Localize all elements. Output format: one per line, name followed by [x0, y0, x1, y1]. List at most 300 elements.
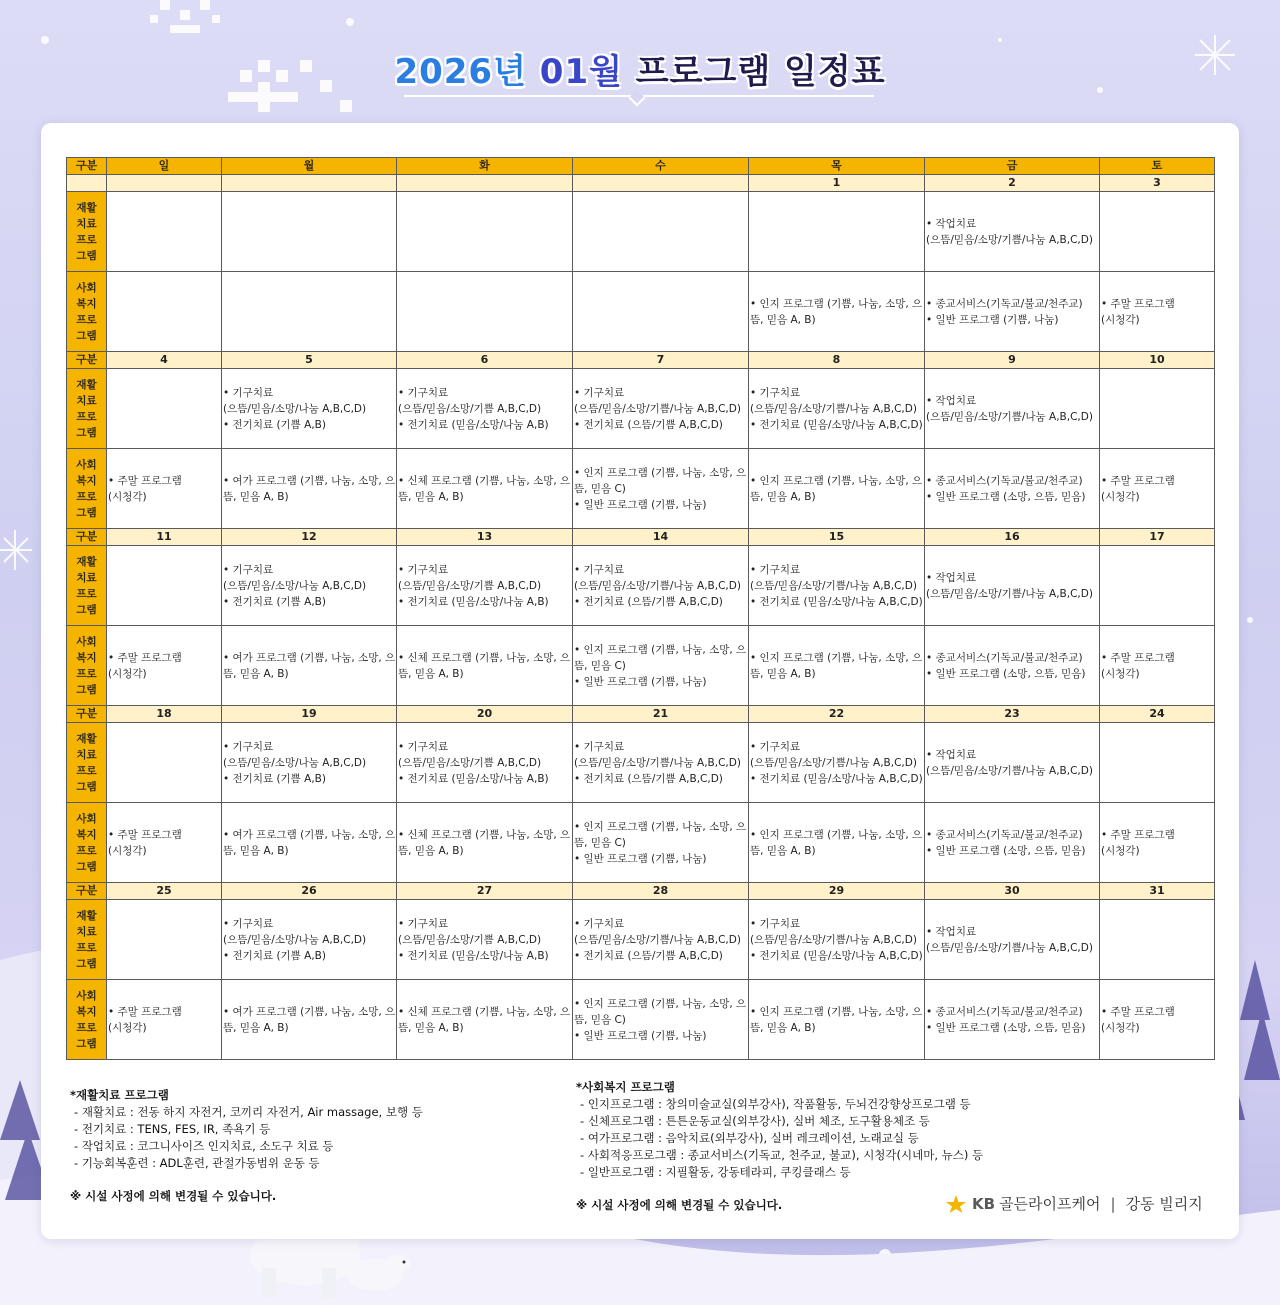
program-line: • 신체 프로그램 (기쁨, 나눔, 소망, 으	[398, 474, 571, 487]
rehab-cell-wed	[573, 192, 749, 272]
program-line: 뜸, 믿음 C)	[574, 659, 626, 672]
rehab-cell-sat	[1100, 723, 1215, 803]
program-line: 뜸, 믿음 C)	[574, 1013, 626, 1026]
category-label-line: 프로	[76, 764, 97, 777]
category-label-line: 프로	[76, 844, 97, 857]
category-label-line: 프로	[76, 587, 97, 600]
program-line: (으뜸/믿음/소망/기쁨 A,B,C,D)	[398, 579, 542, 592]
social-category-label	[67, 803, 107, 883]
program-line: • 여가 프로그램 (기쁨, 나눔, 소망, 으	[223, 1005, 396, 1018]
category-label-line: 그램	[76, 1037, 97, 1050]
social-cell-mon	[222, 980, 397, 1060]
social-cell-thu	[749, 980, 925, 1060]
category-label-line: 사회	[76, 812, 97, 825]
header-day-tue: 화	[397, 158, 573, 175]
program-line: 뜸, 믿음 A, B)	[223, 844, 289, 857]
date-cell-sun: 4	[107, 352, 222, 369]
category-label-line: 재활	[76, 201, 97, 214]
rehab-cell-thu	[749, 192, 925, 272]
date-cell-mon: 5	[222, 352, 397, 369]
rehab-cell-mon	[222, 192, 397, 272]
program-line: (으뜸/믿음/소망/기쁨/나눔 A,B,C,D)	[574, 756, 741, 769]
category-label-line: 치료	[76, 394, 97, 407]
program-line: • 일반 프로그램 (기쁨, 나눔)	[926, 313, 1059, 326]
rehab-cell-wed	[573, 546, 749, 626]
social-cell-wed	[573, 272, 749, 352]
category-label-line: 사회	[76, 635, 97, 648]
rehab-cell-mon	[222, 369, 397, 449]
date-cell-tue: 13	[397, 529, 573, 546]
social-cell-sat	[1100, 449, 1215, 529]
program-line: (으뜸/믿음/소망/기쁨/나눔 A,B,C,D)	[750, 933, 917, 946]
social-cell-sat	[1100, 803, 1215, 883]
header-day-wed: 수	[573, 158, 749, 175]
social-note-item: - 여가프로그램 : 음악치료(외부강사), 실버 레크레이션, 노래교실 등	[576, 1130, 983, 1147]
category-label-line: 프로	[76, 1021, 97, 1034]
program-line: • 인지 프로그램 (기쁨, 나눔, 소망, 으	[574, 466, 747, 479]
rehab-note-item: - 기능회복훈련 : ADL훈련, 관절가동범위 운동 등	[70, 1155, 423, 1172]
category-label-line: 그램	[76, 603, 97, 616]
program-line: • 기구치료	[750, 563, 801, 576]
social-cell-wed	[573, 980, 749, 1060]
program-line: • 작업치료	[926, 217, 977, 230]
program-line: • 기구치료	[398, 386, 449, 399]
social-cell-thu	[749, 803, 925, 883]
social-cell-sun	[107, 626, 222, 706]
category-label-line: 사회	[76, 458, 97, 471]
rehab-note-item: - 전기치료 : TENS, FES, IR, 족욕기 등	[70, 1121, 423, 1138]
category-label-line: 그램	[76, 860, 97, 873]
program-line: • 기구치료	[223, 563, 274, 576]
program-line: (시청각)	[1101, 844, 1140, 857]
rehab-cell-sun	[107, 192, 222, 272]
program-line: • 일반 프로그램 (기쁨, 나눔)	[574, 1029, 707, 1042]
program-line: • 전기치료 (으뜸/기쁨 A,B,C,D)	[574, 772, 723, 785]
category-label-line: 치료	[76, 217, 97, 230]
rehab-cell-sat	[1100, 546, 1215, 626]
social-cell-fri	[925, 980, 1100, 1060]
date-row-category	[67, 175, 107, 192]
rehab-cell-fri	[925, 192, 1100, 272]
schedule-body	[67, 158, 1215, 1060]
rehab-category-label	[67, 900, 107, 980]
social-footnote: ※ 시설 사정에 의해 변경될 수 있습니다.	[576, 1198, 783, 1212]
date-row	[67, 175, 1215, 192]
date-row-category: 구분	[67, 529, 107, 546]
program-line: • 인지 프로그램 (기쁨, 나눔, 소망, 으	[574, 997, 747, 1010]
title-rest: 프로그램 일정표	[635, 52, 886, 92]
social-cell-sun	[107, 272, 222, 352]
program-line: (으뜸/믿음/소망/나눔 A,B,C,D)	[223, 579, 367, 592]
program-line: • 기구치료	[750, 917, 801, 930]
category-label-line: 프로	[76, 941, 97, 954]
program-line: • 일반 프로그램 (소망, 으뜸, 믿음)	[926, 490, 1086, 503]
program-line: • 신체 프로그램 (기쁨, 나눔, 소망, 으	[398, 651, 571, 664]
rehab-category-label	[67, 369, 107, 449]
category-label-line: 프로	[76, 667, 97, 680]
rehab-category-label	[67, 723, 107, 803]
program-line: • 전기치료 (기쁨 A,B)	[223, 949, 326, 962]
social-notes-heading: *사회복지 프로그램	[576, 1080, 675, 1094]
category-label-line: 재활	[76, 555, 97, 568]
program-line: • 일반 프로그램 (기쁨, 나눔)	[574, 498, 707, 511]
rehab-cell-thu	[749, 369, 925, 449]
program-line: • 종교서비스(기독교/불교/천주교)	[926, 297, 1083, 310]
rehab-notes	[70, 1087, 423, 1172]
rehab-notes-heading: *재활치료 프로그램	[70, 1088, 169, 1102]
program-line: • 작업치료	[926, 571, 977, 584]
program-line: 뜸, 믿음 A, B)	[750, 313, 816, 326]
rehab-program-row	[67, 369, 1215, 449]
category-label-line: 프로	[76, 410, 97, 423]
program-line: • 일반 프로그램 (소망, 으뜸, 믿음)	[926, 1021, 1086, 1034]
program-line: • 주말 프로그램	[1101, 474, 1175, 487]
program-line: (으뜸/믿음/소망/나눔 A,B,C,D)	[223, 402, 367, 415]
rehab-cell-wed	[573, 369, 749, 449]
rehab-program-row	[67, 723, 1215, 803]
program-line: • 종교서비스(기독교/불교/천주교)	[926, 474, 1083, 487]
program-line: • 종교서비스(기독교/불교/천주교)	[926, 828, 1083, 841]
date-cell-tue: 20	[397, 706, 573, 723]
program-line: • 작업치료	[926, 394, 977, 407]
program-line: (시청각)	[108, 667, 147, 680]
program-line: (시청각)	[1101, 313, 1140, 326]
date-cell-wed: 28	[573, 883, 749, 900]
rehab-cell-fri	[925, 369, 1100, 449]
date-cell-fri: 30	[925, 883, 1100, 900]
program-line: • 전기치료 (믿음/소망/나눔 A,B,C,D)	[750, 772, 923, 785]
social-note-item: - 신체프로그램 : 튼튼운동교실(외부강사), 실버 체조, 도구활용체조 등	[576, 1113, 983, 1130]
social-cell-sat	[1100, 626, 1215, 706]
date-cell-mon: 19	[222, 706, 397, 723]
program-line: (으뜸/믿음/소망/나눔 A,B,C,D)	[223, 756, 367, 769]
program-line: 뜸, 믿음 C)	[574, 836, 626, 849]
program-line: • 주말 프로그램	[108, 651, 182, 664]
program-line: (으뜸/믿음/소망/기쁨 A,B,C,D)	[398, 402, 542, 415]
date-cell-thu: 1	[749, 175, 925, 192]
category-label-line: 재활	[76, 378, 97, 391]
program-line: • 전기치료 (믿음/소망/나눔 A,B,C,D)	[750, 595, 923, 608]
program-line: 뜸, 믿음 A, B)	[750, 490, 816, 503]
program-line: • 인지 프로그램 (기쁨, 나눔, 소망, 으	[750, 1005, 923, 1018]
program-line: • 전기치료 (믿음/소망/나눔 A,B)	[398, 595, 549, 608]
rehab-cell-sun	[107, 546, 222, 626]
program-line: • 전기치료 (기쁨 A,B)	[223, 418, 326, 431]
program-line: (으뜸/믿음/소망/기쁨/나눔 A,B,C,D)	[926, 587, 1093, 600]
rehab-cell-tue	[397, 369, 573, 449]
program-line: (으뜸/믿음/소망/기쁨/나눔 A,B,C,D)	[926, 764, 1093, 777]
logo-brand: KB	[972, 1194, 996, 1213]
date-row	[67, 706, 1215, 723]
program-line: • 전기치료 (으뜸/기쁨 A,B,C,D)	[574, 418, 723, 431]
page-title	[0, 44, 1280, 93]
rehab-cell-sat	[1100, 900, 1215, 980]
header-day-fri: 금	[925, 158, 1100, 175]
program-line: • 신체 프로그램 (기쁨, 나눔, 소망, 으	[398, 828, 571, 841]
date-cell-sat: 10	[1100, 352, 1215, 369]
rehab-cell-tue	[397, 546, 573, 626]
category-label-line: 재활	[76, 732, 97, 745]
rehab-cell-fri	[925, 546, 1100, 626]
date-cell-sun	[107, 175, 222, 192]
program-line: • 주말 프로그램	[1101, 828, 1175, 841]
program-line: • 인지 프로그램 (기쁨, 나눔, 소망, 으	[574, 820, 747, 833]
category-label-line: 그램	[76, 957, 97, 970]
header-day-mon: 월	[222, 158, 397, 175]
program-line: • 기구치료	[223, 740, 274, 753]
social-note-item: - 사회적응프로그램 : 종교서비스(기독교, 천주교, 불교), 시청각(시네마, 뉴스) 등	[576, 1147, 983, 1164]
social-cell-wed	[573, 626, 749, 706]
social-cell-tue	[397, 980, 573, 1060]
program-line: • 여가 프로그램 (기쁨, 나눔, 소망, 으	[223, 474, 396, 487]
social-cell-tue	[397, 449, 573, 529]
date-cell-thu: 15	[749, 529, 925, 546]
category-label-line: 그램	[76, 683, 97, 696]
program-line: (으뜸/믿음/소망/기쁨/나눔 A,B,C,D)	[926, 233, 1093, 246]
social-cell-sun	[107, 980, 222, 1060]
kb-star-icon	[946, 1194, 972, 1214]
program-line: • 주말 프로그램	[108, 474, 182, 487]
date-cell-sat: 31	[1100, 883, 1215, 900]
social-cell-fri	[925, 449, 1100, 529]
program-line: • 주말 프로그램	[108, 828, 182, 841]
header-day-sat: 토	[1100, 158, 1215, 175]
rehab-cell-thu	[749, 546, 925, 626]
social-cell-sat	[1100, 980, 1215, 1060]
program-line: (으뜸/믿음/소망/기쁨 A,B,C,D)	[398, 933, 542, 946]
rehab-category-label	[67, 192, 107, 272]
date-cell-thu: 29	[749, 883, 925, 900]
program-line: • 인지 프로그램 (기쁨, 나눔, 소망, 으	[750, 297, 923, 310]
program-line: • 기구치료	[750, 386, 801, 399]
category-label-line: 복지	[76, 474, 97, 487]
program-line: • 전기치료 (믿음/소망/나눔 A,B)	[398, 949, 549, 962]
program-line: (시청각)	[1101, 490, 1140, 503]
date-row-category: 구분	[67, 706, 107, 723]
category-label-line: 사회	[76, 281, 97, 294]
title-year: 2026년	[394, 52, 527, 92]
category-label-line: 그램	[76, 780, 97, 793]
date-cell-tue: 27	[397, 883, 573, 900]
program-line: (시청각)	[108, 1021, 147, 1034]
program-line: • 종교서비스(기독교/불교/천주교)	[926, 1005, 1083, 1018]
logo-separator: |	[1110, 1194, 1116, 1213]
program-line: • 작업치료	[926, 925, 977, 938]
social-program-row	[67, 803, 1215, 883]
social-cell-wed	[573, 803, 749, 883]
program-line: • 전기치료 (믿음/소망/나눔 A,B)	[398, 772, 549, 785]
date-cell-wed: 7	[573, 352, 749, 369]
date-cell-fri: 16	[925, 529, 1100, 546]
date-cell-wed	[573, 175, 749, 192]
program-line: (으뜸/믿음/소망/나눔 A,B,C,D)	[223, 933, 367, 946]
social-cell-thu	[749, 449, 925, 529]
social-cell-fri	[925, 626, 1100, 706]
logo-branch: 강동 빌리지	[1125, 1195, 1203, 1213]
rehab-cell-tue	[397, 900, 573, 980]
program-line: • 일반 프로그램 (기쁨, 나눔)	[574, 852, 707, 865]
social-cell-sun	[107, 449, 222, 529]
rehab-category-label	[67, 546, 107, 626]
social-cell-sun	[107, 803, 222, 883]
program-line: 뜸, 믿음 A, B)	[750, 1021, 816, 1034]
program-line: • 일반 프로그램 (소망, 으뜸, 믿음)	[926, 667, 1086, 680]
rehab-program-row	[67, 192, 1215, 272]
category-label-line: 그램	[76, 249, 97, 262]
category-label-line: 복지	[76, 1005, 97, 1018]
category-label-line: 복지	[76, 651, 97, 664]
date-row-category: 구분	[67, 352, 107, 369]
date-cell-sun: 25	[107, 883, 222, 900]
program-line: • 기구치료	[398, 740, 449, 753]
program-line: 뜸, 믿음 A, B)	[750, 667, 816, 680]
date-cell-sat: 24	[1100, 706, 1215, 723]
program-line: • 기구치료	[574, 917, 625, 930]
program-line: 뜸, 믿음 A, B)	[398, 844, 464, 857]
category-label-line: 프로	[76, 313, 97, 326]
category-label-line: 그램	[76, 426, 97, 439]
rehab-cell-tue	[397, 723, 573, 803]
category-label-line: 재활	[76, 909, 97, 922]
program-line: (으뜸/믿음/소망/기쁨 A,B,C,D)	[398, 756, 542, 769]
date-cell-tue	[397, 175, 573, 192]
program-line: • 기구치료	[574, 563, 625, 576]
social-cell-tue	[397, 803, 573, 883]
program-line: • 전기치료 (으뜸/기쁨 A,B,C,D)	[574, 949, 723, 962]
program-line: • 작업치료	[926, 748, 977, 761]
program-line: • 전기치료 (으뜸/기쁨 A,B,C,D)	[574, 595, 723, 608]
date-cell-sat: 17	[1100, 529, 1215, 546]
rehab-cell-sun	[107, 900, 222, 980]
rehab-cell-mon	[222, 546, 397, 626]
program-line: • 기구치료	[750, 740, 801, 753]
social-program-row	[67, 449, 1215, 529]
program-line: (으뜸/믿음/소망/기쁨/나눔 A,B,C,D)	[574, 933, 741, 946]
category-label-line: 프로	[76, 233, 97, 246]
program-line: • 여가 프로그램 (기쁨, 나눔, 소망, 으	[223, 828, 396, 841]
category-label-line: 치료	[76, 925, 97, 938]
social-category-label	[67, 449, 107, 529]
program-line: 뜸, 믿음 A, B)	[398, 667, 464, 680]
program-line: (으뜸/믿음/소망/기쁨/나눔 A,B,C,D)	[750, 402, 917, 415]
rehab-cell-sun	[107, 369, 222, 449]
program-line: • 기구치료	[574, 740, 625, 753]
social-notes	[576, 1079, 983, 1181]
program-line: • 기구치료	[223, 917, 274, 930]
category-label-line: 복지	[76, 828, 97, 841]
program-line: 뜸, 믿음 A, B)	[223, 490, 289, 503]
category-label-line: 치료	[76, 571, 97, 584]
program-line: • 전기치료 (믿음/소망/나눔 A,B,C,D)	[750, 949, 923, 962]
header-day-thu: 목	[749, 158, 925, 175]
date-cell-wed: 21	[573, 706, 749, 723]
title-month: 01월	[539, 52, 623, 92]
social-cell-thu	[749, 272, 925, 352]
program-line: 뜸, 믿음 A, B)	[750, 844, 816, 857]
date-cell-fri: 9	[925, 352, 1100, 369]
program-line: • 전기치료 (기쁨 A,B)	[223, 772, 326, 785]
social-cell-fri	[925, 272, 1100, 352]
social-cell-mon	[222, 803, 397, 883]
program-line: • 기구치료	[398, 917, 449, 930]
program-line: • 신체 프로그램 (기쁨, 나눔, 소망, 으	[398, 1005, 571, 1018]
program-line: • 인지 프로그램 (기쁨, 나눔, 소망, 으	[750, 474, 923, 487]
category-label-line: 복지	[76, 297, 97, 310]
program-line: (으뜸/믿음/소망/기쁨/나눔 A,B,C,D)	[574, 402, 741, 415]
rehab-cell-tue	[397, 192, 573, 272]
date-cell-wed: 14	[573, 529, 749, 546]
header-day-sun: 일	[107, 158, 222, 175]
program-line: • 기구치료	[398, 563, 449, 576]
social-cell-mon	[222, 449, 397, 529]
category-label-line: 사회	[76, 989, 97, 1002]
rehab-cell-sat	[1100, 369, 1215, 449]
program-line: • 전기치료 (믿음/소망/나눔 A,B,C,D)	[750, 418, 923, 431]
rehab-cell-sun	[107, 723, 222, 803]
rehab-program-row	[67, 546, 1215, 626]
program-line: • 인지 프로그램 (기쁨, 나눔, 소망, 으	[750, 828, 923, 841]
program-line: • 주말 프로그램	[1101, 297, 1175, 310]
social-cell-mon	[222, 272, 397, 352]
program-line: 뜸, 믿음 C)	[574, 482, 626, 495]
program-line: • 일반 프로그램 (기쁨, 나눔)	[574, 675, 707, 688]
rehab-cell-wed	[573, 900, 749, 980]
program-line: • 인지 프로그램 (기쁨, 나눔, 소망, 으	[750, 651, 923, 664]
header-category: 구분	[67, 158, 107, 175]
social-note-item: - 일반프로그램 : 지필활동, 강동테라피, 쿠킹클래스 등	[576, 1164, 983, 1181]
social-cell-sat	[1100, 272, 1215, 352]
social-program-row	[67, 980, 1215, 1060]
date-cell-mon	[222, 175, 397, 192]
date-cell-fri: 23	[925, 706, 1100, 723]
program-line: (으뜸/믿음/소망/기쁨/나눔 A,B,C,D)	[750, 579, 917, 592]
date-row-category: 구분	[67, 883, 107, 900]
category-label-line: 그램	[76, 329, 97, 342]
date-cell-sun: 11	[107, 529, 222, 546]
social-category-label	[67, 980, 107, 1060]
rehab-footnote: ※ 시설 사정에 의해 변경될 수 있습니다.	[70, 1189, 277, 1203]
date-cell-sun: 18	[107, 706, 222, 723]
rehab-cell-fri	[925, 900, 1100, 980]
rehab-cell-mon	[222, 723, 397, 803]
program-line: (으뜸/믿음/소망/기쁨/나눔 A,B,C,D)	[574, 579, 741, 592]
date-row	[67, 529, 1215, 546]
program-line: • 종교서비스(기독교/불교/천주교)	[926, 651, 1083, 664]
program-line: (시청각)	[1101, 667, 1140, 680]
category-label-line: 그램	[76, 506, 97, 519]
social-cell-thu	[749, 626, 925, 706]
logo-name: 골든라이프케어	[999, 1195, 1101, 1213]
program-line: (으뜸/믿음/소망/기쁨/나눔 A,B,C,D)	[926, 410, 1093, 423]
program-line: • 여가 프로그램 (기쁨, 나눔, 소망, 으	[223, 651, 396, 664]
category-label-line: 치료	[76, 748, 97, 761]
date-cell-fri: 2	[925, 175, 1100, 192]
date-cell-mon: 26	[222, 883, 397, 900]
social-category-label	[67, 626, 107, 706]
program-line: 뜸, 믿음 A, B)	[223, 667, 289, 680]
rehab-cell-fri	[925, 723, 1100, 803]
category-label-line: 프로	[76, 490, 97, 503]
program-line: (으뜸/믿음/소망/기쁨/나눔 A,B,C,D)	[750, 756, 917, 769]
brand-logo	[946, 1193, 1203, 1214]
program-line: • 기구치료	[574, 386, 625, 399]
social-category-label	[67, 272, 107, 352]
rehab-note-item: - 재활치료 : 전동 하지 자전거, 코끼리 자전거, Air massage, 보행 등	[70, 1104, 423, 1121]
date-cell-mon: 12	[222, 529, 397, 546]
date-row	[67, 883, 1215, 900]
program-line: (으뜸/믿음/소망/기쁨/나눔 A,B,C,D)	[926, 941, 1093, 954]
social-note-item: - 인지프로그램 : 창의미술교실(외부강사), 작품활동, 두뇌건강향상프로그램 등	[576, 1096, 983, 1113]
